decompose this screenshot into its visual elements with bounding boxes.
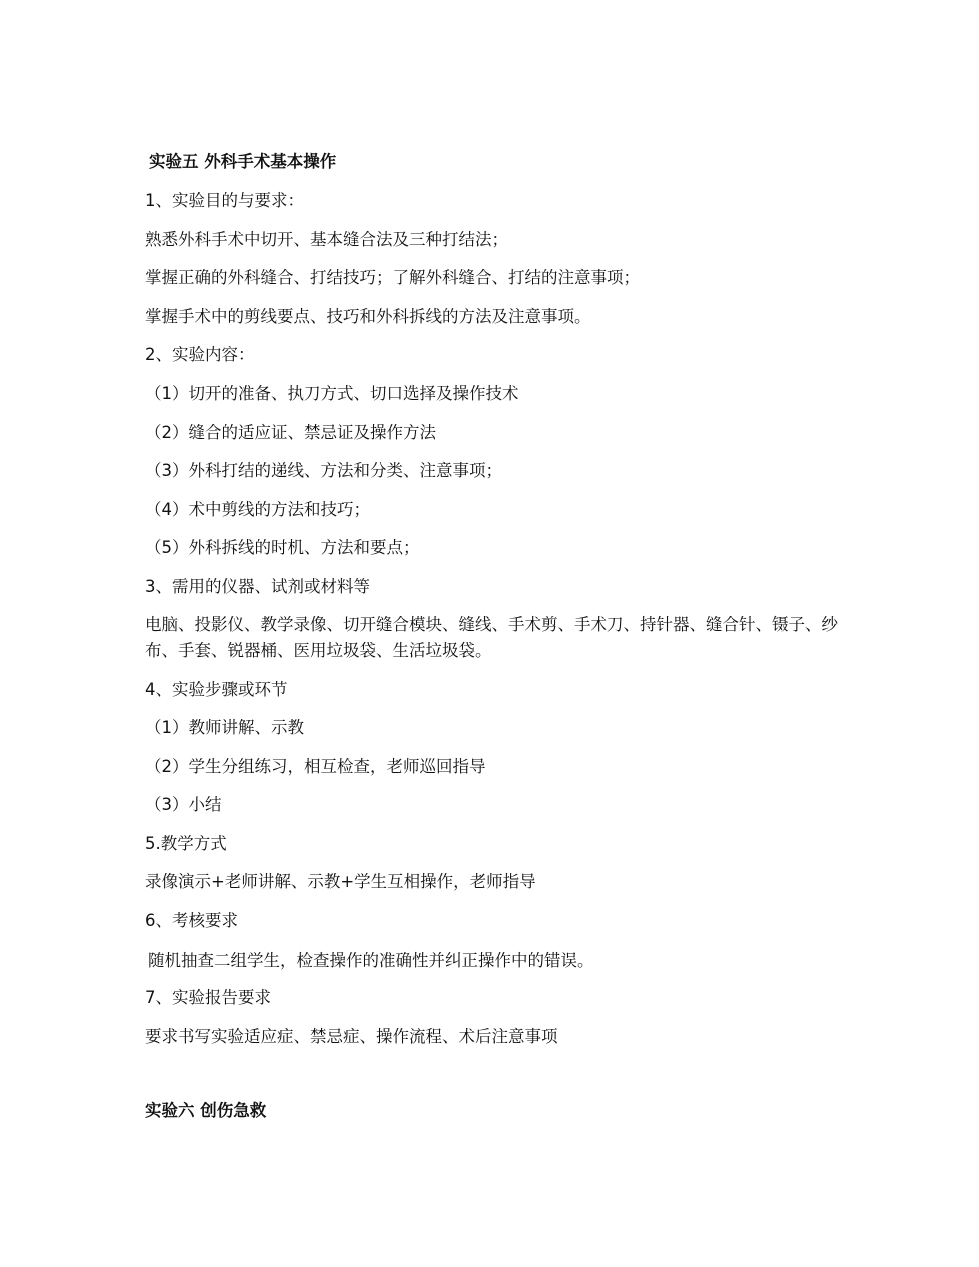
heading-assessment: 6、考核要求 bbox=[145, 911, 238, 930]
content-item-3: （3）外科打结的递线、方法和分类、注意事项； bbox=[145, 461, 502, 480]
heading-teaching: 5.教学方式 bbox=[145, 834, 227, 853]
goal-2: 掌握正确的外科缝合、打结技巧；了解外科缝合、打结的注意事项； bbox=[145, 268, 640, 287]
section6-title: 实验六 创伤急救 bbox=[145, 1101, 267, 1120]
content-item-1: （1）切开的准备、执刀方式、切口选择及操作技术 bbox=[145, 384, 519, 403]
assessment-text: 随机抽查二组学生，检查操作的准确性并纠正操作中的错误。 bbox=[148, 951, 594, 970]
goal-3: 掌握手术中的剪线要点、技巧和外科拆线的方法及注意事项。 bbox=[145, 307, 591, 326]
step-3: （3）小结 bbox=[145, 795, 222, 814]
content-item-5: （5）外科拆线的时机、方法和要点； bbox=[145, 538, 420, 557]
content-item-4: （4）术中剪线的方法和技巧； bbox=[145, 500, 370, 519]
content-item-2: （2）缝合的适应证、禁忌证及操作方法 bbox=[145, 423, 436, 442]
heading-content: 2、实验内容： bbox=[145, 345, 255, 364]
heading-steps: 4、实验步骤或环节 bbox=[145, 680, 288, 699]
goal-1: 熟悉外科手术中切开、基本缝合法及三种打结法； bbox=[145, 230, 508, 249]
step-1: （1）教师讲解、示教 bbox=[145, 718, 304, 737]
step-2: （2）学生分组练习，相互检查，老师巡回指导 bbox=[145, 757, 486, 776]
materials-text: 电脑、投影仪、教学录像、切开缝合模块、缝线、手术剪、手术刀、持针器、缝合针、镊子、纱布、手套、锐器桶、医用垃圾袋、生活垃圾袋。 bbox=[145, 615, 838, 660]
heading-goals: 1、实验目的与要求： bbox=[145, 191, 304, 210]
teaching-text: 录像演示+老师讲解、示教+学生互相操作，老师指导 bbox=[145, 872, 536, 891]
heading-report: 7、实验报告要求 bbox=[145, 988, 271, 1007]
section5-title: 实验五 外科手术基本操作 bbox=[149, 152, 337, 171]
heading-materials: 3、需用的仪器、试剂或材料等 bbox=[145, 577, 370, 596]
report-text: 要求书写实验适应症、禁忌症、操作流程、术后注意事项 bbox=[145, 1027, 558, 1046]
